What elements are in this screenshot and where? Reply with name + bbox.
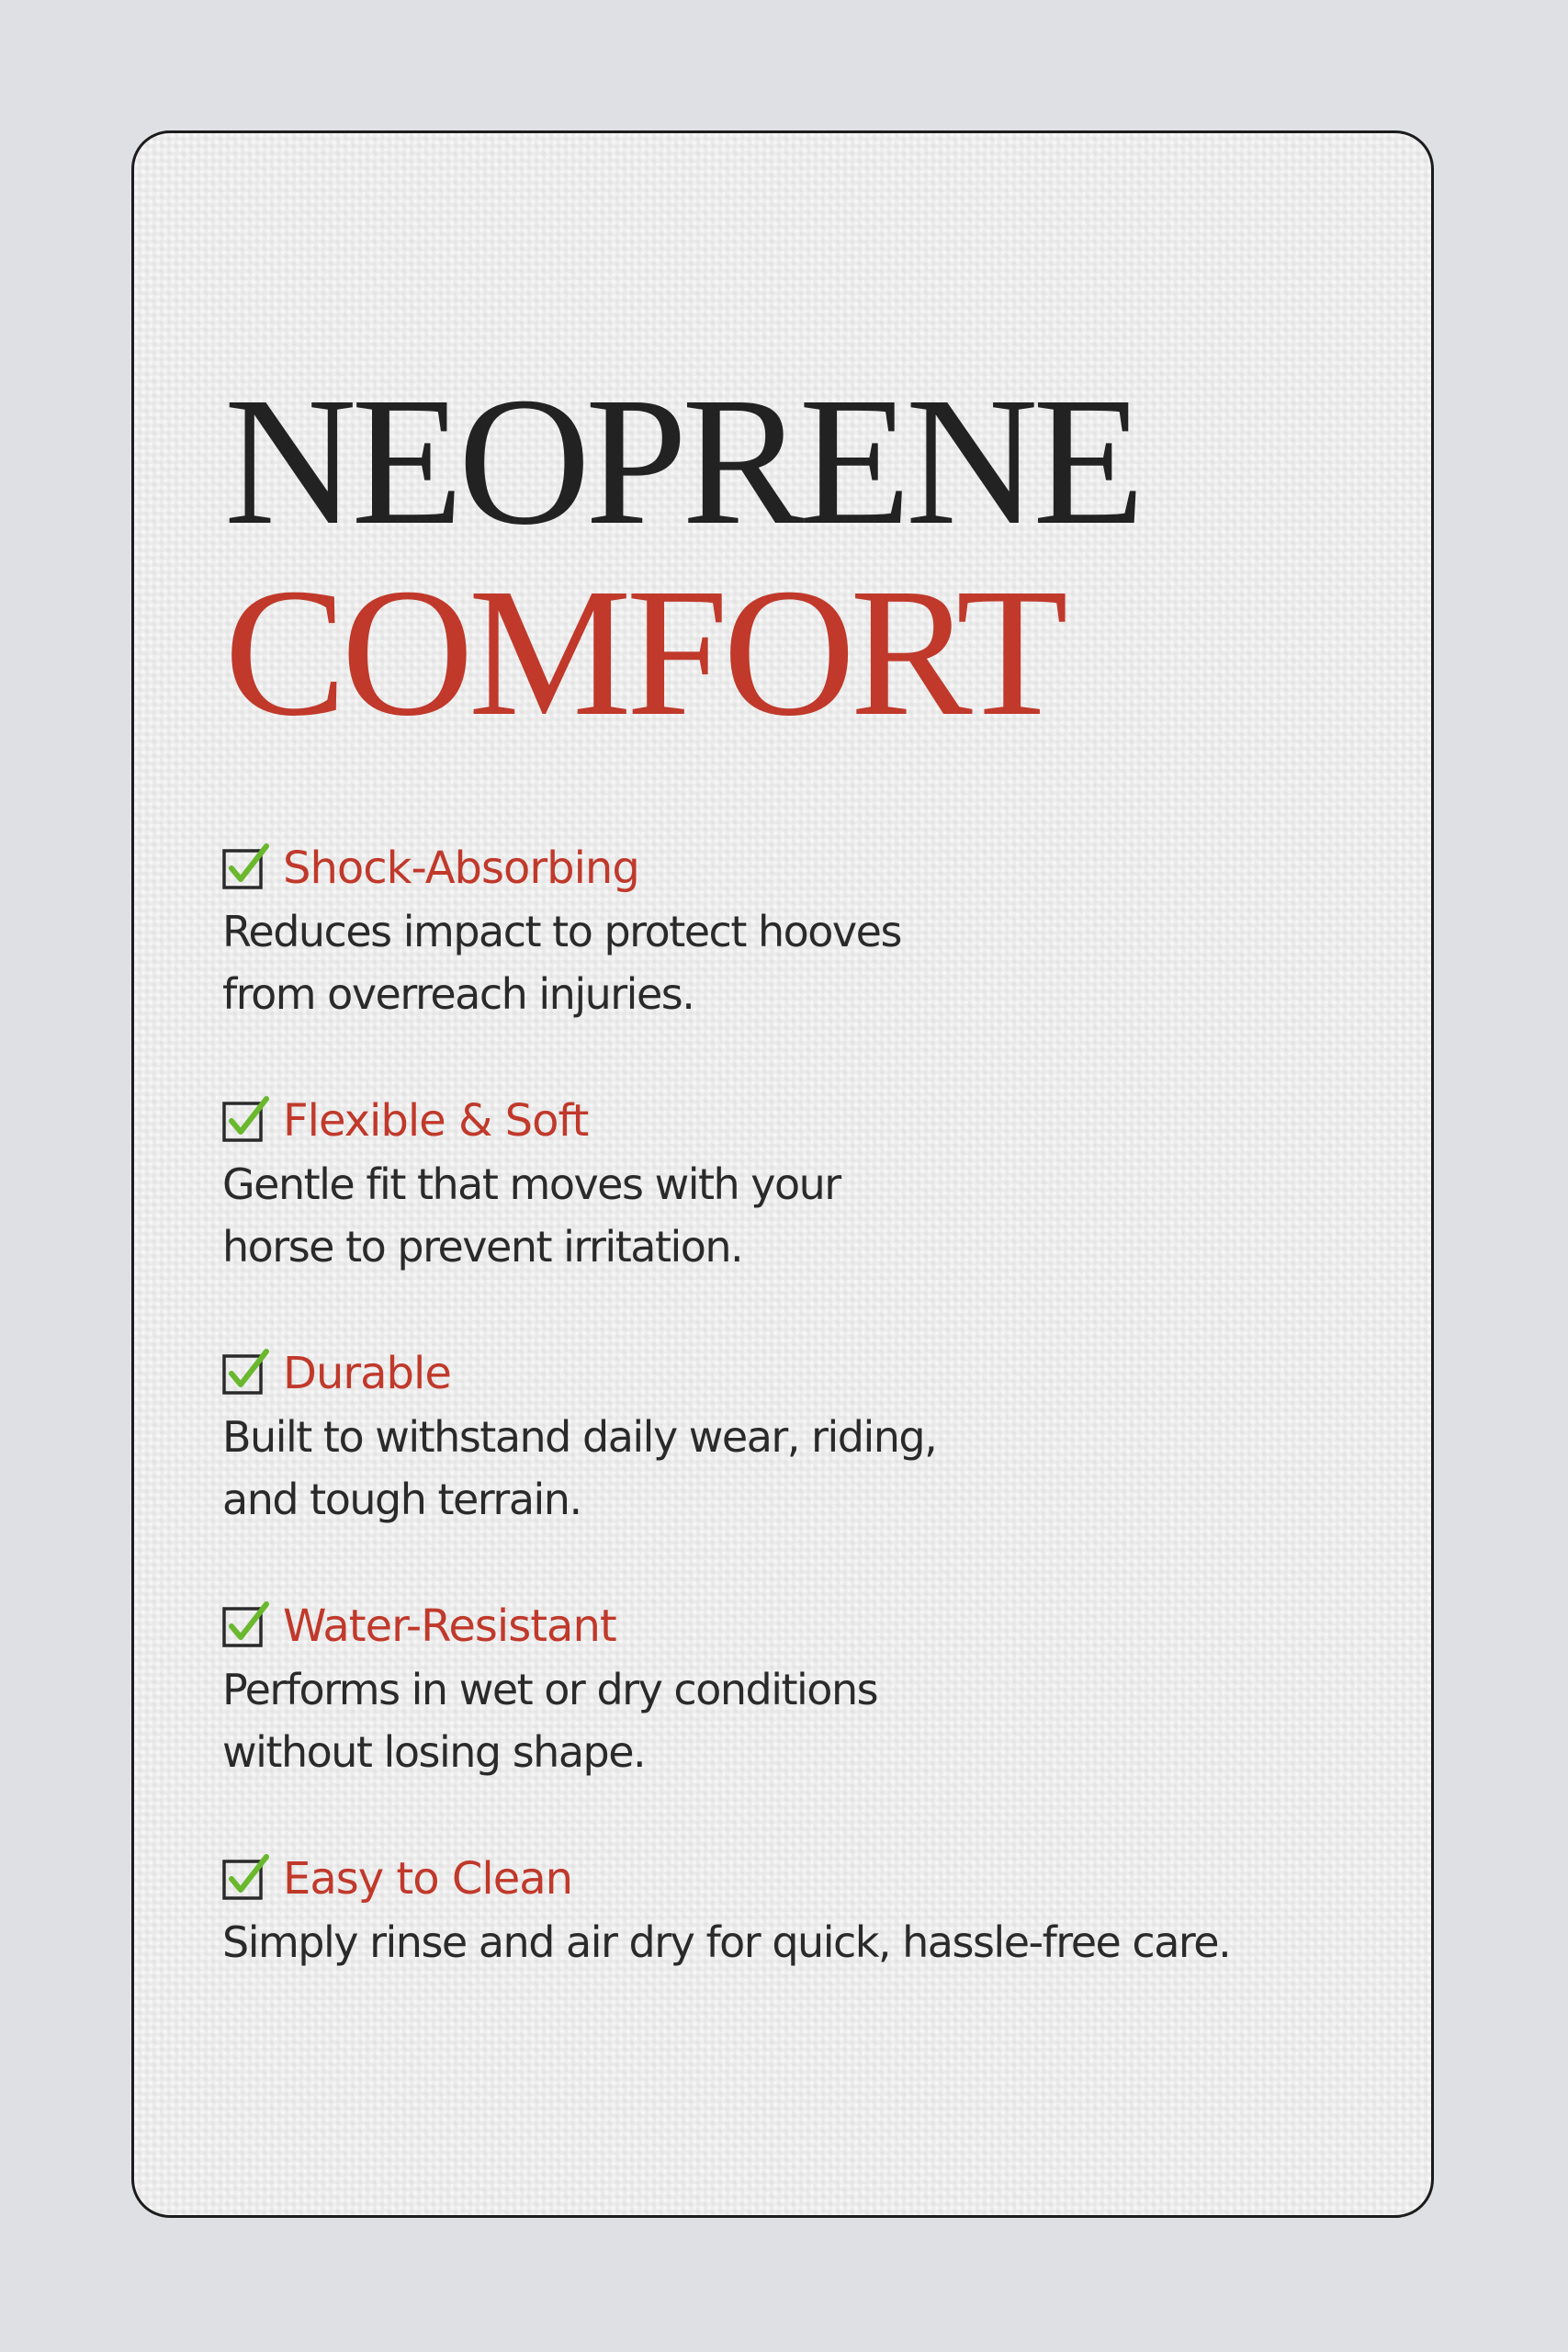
feature-title: Durable <box>283 1348 451 1399</box>
checkbox-checked-icon <box>222 1604 266 1648</box>
title-line-neoprene: NEOPRENE <box>224 360 1140 563</box>
checkbox-checked-icon <box>222 1857 266 1901</box>
feature-header <box>222 1341 1398 1406</box>
feature-title: Flexible & Soft <box>283 1095 589 1147</box>
feature-item <box>222 1341 1398 1594</box>
feature-header <box>222 1847 1398 1911</box>
feature-title: Easy to Clean <box>283 1853 573 1905</box>
feature-description: Simply rinse and air dry for quick, hassle-free care. <box>222 1917 1231 1967</box>
feature-item <box>222 1847 1398 2099</box>
feature-title: Shock-Absorbing <box>283 842 639 894</box>
feature-description: Gentle fit that moves with your horse to prevent irritation. <box>222 1159 840 1272</box>
feature-item <box>222 1594 1398 1847</box>
feature-description: Built to withstand daily wear, riding, and tough terrain. <box>222 1412 937 1524</box>
checkbox-checked-icon <box>222 846 266 890</box>
feature-title: Water-Resistant <box>283 1600 616 1652</box>
feature-item <box>222 836 1398 1089</box>
checkbox-checked-icon <box>222 1099 266 1143</box>
feature-list <box>222 836 1398 2099</box>
feature-item <box>222 1089 1398 1341</box>
page-title <box>224 360 1140 754</box>
checkbox-checked-icon <box>222 1351 266 1396</box>
feature-header <box>222 1594 1398 1658</box>
feature-header <box>222 836 1398 900</box>
feature-card <box>131 130 1434 2218</box>
feature-header <box>222 1089 1398 1153</box>
feature-description: Performs in wet or dry conditions without losing shape. <box>222 1665 878 1777</box>
title-line-comfort: COMFORT <box>224 551 1063 754</box>
feature-description: Reduces impact to protect hooves from overreach injuries. <box>222 907 901 1019</box>
